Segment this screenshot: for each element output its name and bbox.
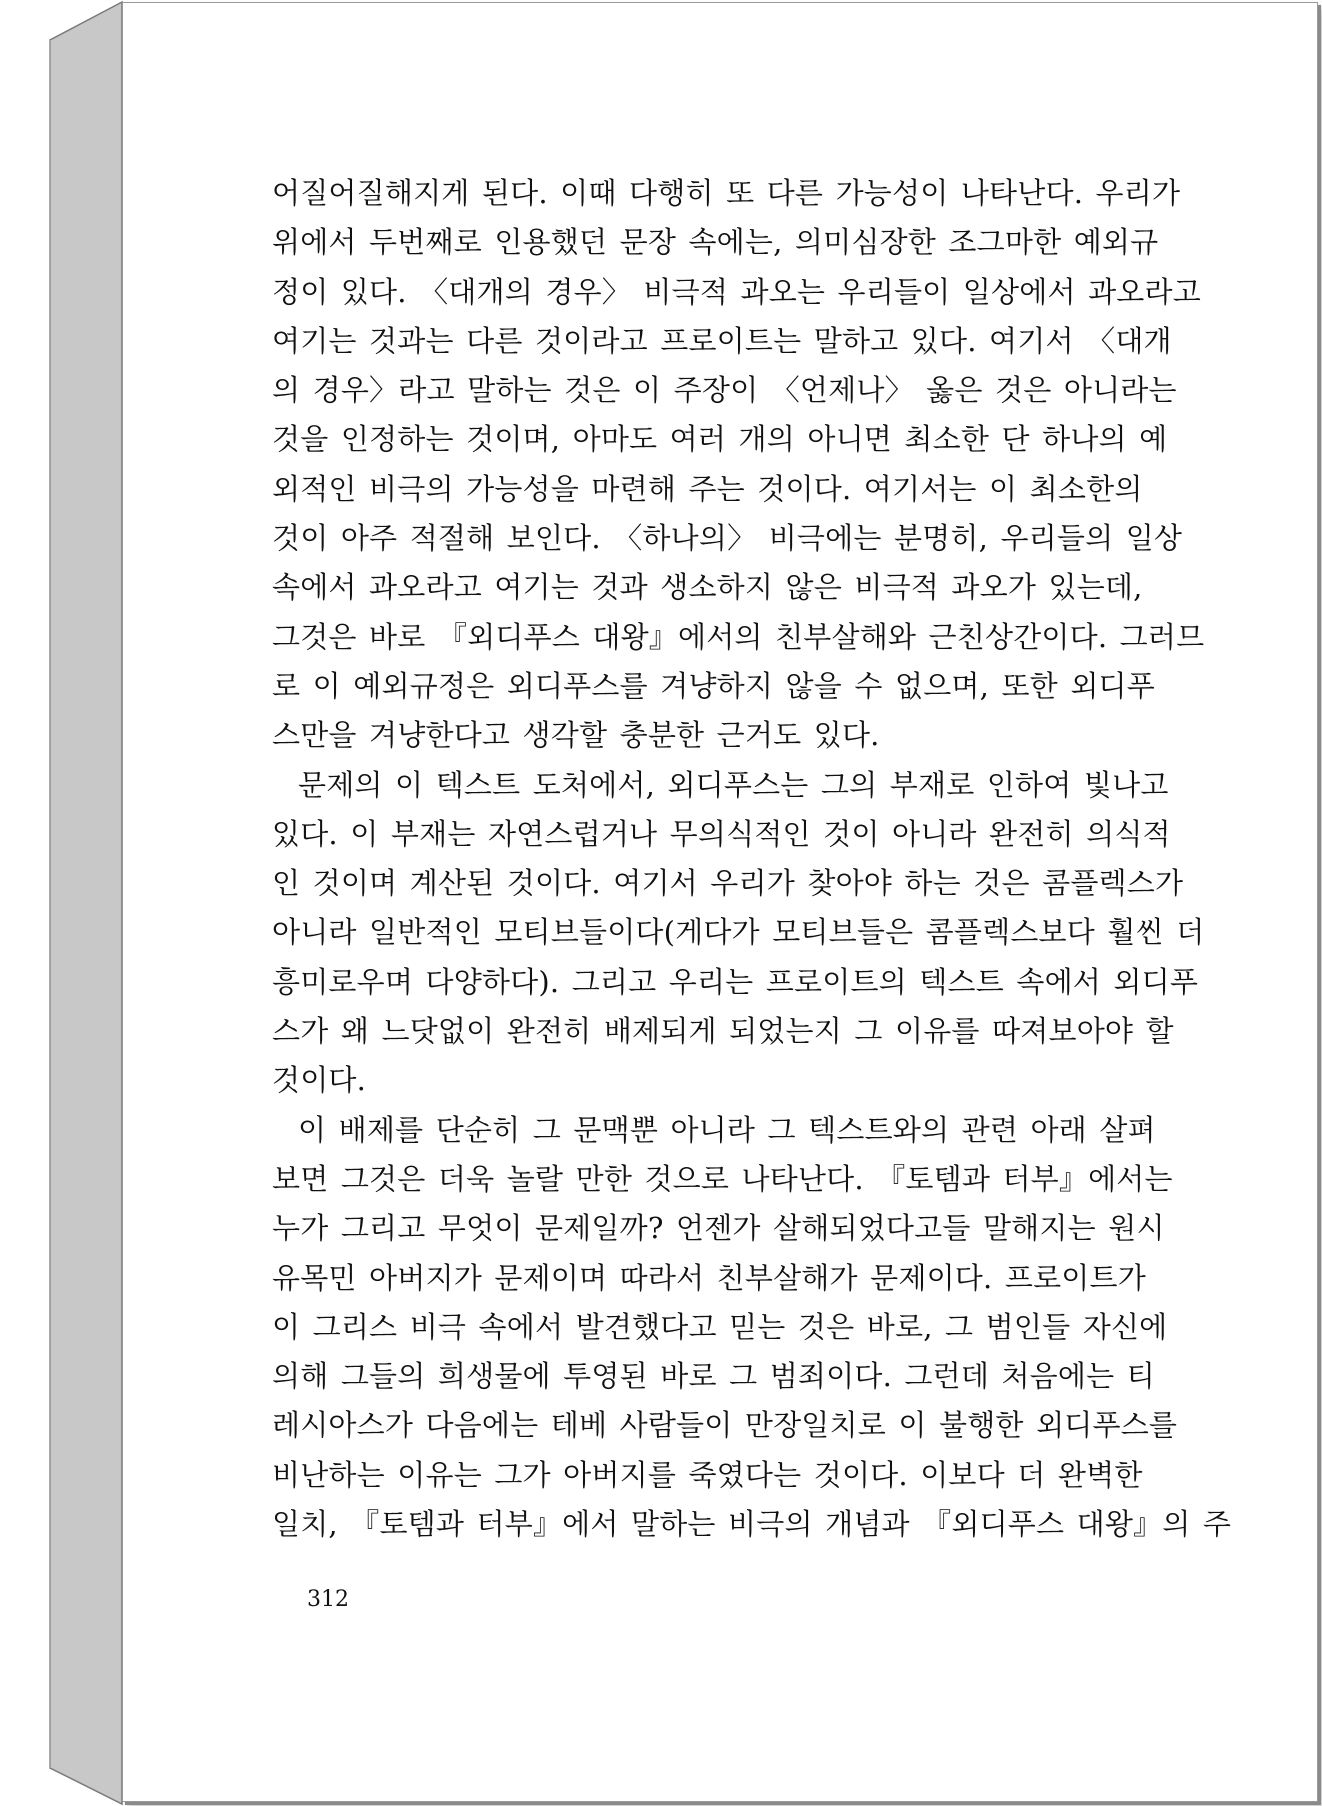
text-line: 속에서 과오라고 여기는 것과 생소하지 않은 비극적 과오가 있는데, bbox=[272, 570, 1143, 605]
text-line: 것을 인정하는 것이며, 아마도 여러 개의 아니면 최소한 단 하나의 예 bbox=[272, 422, 1168, 457]
text-line: 정이 있다. 〈대개의 경우〉 비극적 과오는 우리들이 일상에서 과오라고 bbox=[272, 274, 1201, 309]
page-body-text bbox=[272, 169, 1298, 1549]
text-line: 비난하는 이유는 그가 아버지를 죽였다는 것이다. 이보다 더 완벽한 bbox=[272, 1457, 1143, 1492]
text-line: 스만을 겨냥한다고 생각할 충분한 근거도 있다. bbox=[272, 718, 880, 753]
paragraph-first-line: 문제의 이 텍스트 도처에서, 외디푸스는 그의 부재로 인하여 빛나고 bbox=[298, 767, 1169, 802]
text-line: 누가 그리고 무엇이 문제일까? 언젠가 살해되었다고들 말해지는 원시 bbox=[272, 1211, 1165, 1246]
text-line: 일치, 『토템과 터부』에서 말하는 비극의 개념과 『외디푸스 대왕』의 주 bbox=[272, 1507, 1232, 1542]
text-line: 의 경우〉라고 말하는 것은 이 주장이 〈언제나〉 옳은 것은 아니라는 bbox=[272, 373, 1177, 408]
text-line: 위에서 두번째로 인용했던 문장 속에는, 의미심장한 조그마한 예외규 bbox=[272, 225, 1159, 260]
text-line: 의해 그들의 희생물에 투영된 바로 그 범죄이다. 그런데 처음에는 티 bbox=[272, 1359, 1155, 1394]
book-spine-edge bbox=[0, 0, 130, 1806]
text-line: 로 이 예외규정은 외디푸스를 겨냥하지 않을 수 없으며, 또한 외디푸 bbox=[272, 668, 1155, 703]
text-line: 외적인 비극의 가능성을 마련해 주는 것이다. 여기서는 이 최소한의 bbox=[272, 471, 1143, 506]
text-line: 아니라 일반적인 모티브들이다(게다가 모티브들은 콤플렉스보다 훨씬 더 bbox=[272, 915, 1205, 950]
text-line: 이 그리스 비극 속에서 발견했다고 믿는 것은 바로, 그 범인들 자신에 bbox=[272, 1309, 1168, 1344]
book-page bbox=[122, 2, 1318, 1802]
text-line: 어질어질해지게 된다. 이때 다행히 또 다른 가능성이 나타난다. 우리가 bbox=[272, 176, 1181, 210]
text-line: 유목민 아버지가 문제이며 따라서 친부살해가 문제이다. 프로이트가 bbox=[272, 1260, 1146, 1295]
page-number: 312 bbox=[307, 1587, 349, 1612]
text-line: 것이 아주 적절해 보인다. 〈하나의〉 비극에는 분명히, 우리들의 일상 bbox=[272, 521, 1183, 556]
text-line: 보면 그것은 더욱 놀랄 만한 것으로 나타난다. 『토템과 터부』에서는 bbox=[272, 1161, 1173, 1196]
text-line: 것이다. bbox=[272, 1063, 367, 1098]
text-line: 흥미로우며 다양하다). 그리고 우리는 프로이트의 텍스트 속에서 외디푸 bbox=[272, 964, 1199, 999]
text-line: 인 것이며 계산된 것이다. 여기서 우리가 찾아야 하는 것은 콤플렉스가 bbox=[272, 866, 1184, 901]
paragraph-first-line: 이 배제를 단순히 그 문맥뿐 아니라 그 텍스트와의 관련 아래 살펴 bbox=[298, 1112, 1156, 1147]
text-line: 그것은 바로 『외디푸스 대왕』에서의 친부살해와 근친상간이다. 그러므 bbox=[272, 619, 1205, 654]
text-line: 여기는 것과는 다른 것이라고 프로이트는 말하고 있다. 여기서 〈대개 bbox=[272, 323, 1172, 358]
text-line: 스가 왜 느닷없이 완전히 배제되게 되었는지 그 이유를 따져보아야 할 bbox=[272, 1014, 1174, 1049]
text-line: 레시아스가 다음에는 테베 사람들이 만장일치로 이 불행한 외디푸스를 bbox=[272, 1408, 1178, 1443]
text-line: 있다. 이 부재는 자연스럽거나 무의식적인 것이 아니라 완전히 의식적 bbox=[272, 816, 1171, 851]
